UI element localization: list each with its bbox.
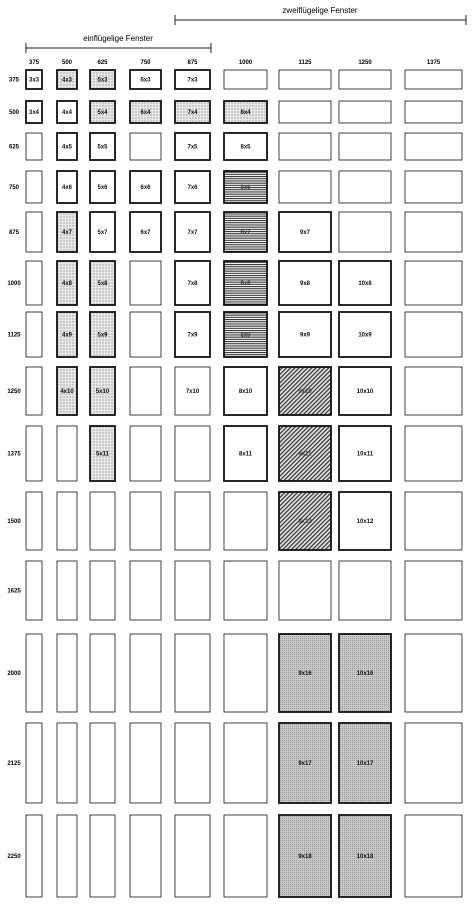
window-empty-1375x1625: [405, 561, 462, 620]
window-empty-1125x500: [279, 101, 331, 123]
window-empty-750x1250: [130, 367, 161, 415]
window-empty-500x2250: [57, 815, 77, 897]
window-empty-1375x1375: [405, 426, 462, 481]
row-label-2000: 2000: [7, 671, 21, 677]
window-label-10x16: 10x16: [356, 671, 374, 677]
window-empty-1375x2000: [405, 634, 462, 712]
window-empty-750x2000: [130, 634, 161, 712]
window-empty-375x750: [26, 171, 42, 203]
window-empty-1375x875: [405, 212, 462, 252]
window-label-5x10: 5x10: [95, 389, 110, 395]
window-empty-625x2125: [90, 723, 115, 803]
window-empty-375x2250: [26, 815, 42, 897]
window-label-3x3: 3x3: [28, 77, 40, 84]
window-label-9x11: 9x11: [298, 451, 312, 458]
row-label-2125: 2125: [7, 761, 21, 767]
header-single: einflügelige Fenster: [83, 34, 153, 43]
column-labels: [29, 60, 441, 66]
window-label-5x6: 5x6: [97, 185, 108, 191]
window-empty-750x625: [130, 133, 161, 160]
bracket-double: [175, 6, 466, 25]
window-empty-375x1625: [26, 561, 42, 620]
window-empty-625x2000: [90, 634, 115, 712]
window-label-10x9: 10x9: [358, 332, 372, 339]
window-label-7x3: 7x3: [187, 77, 198, 84]
bracket-single: [26, 34, 211, 53]
column-label-1125: 1125: [298, 60, 312, 66]
window-label-9x17: 9x17: [298, 761, 312, 767]
window-label-4x6: 4x6: [61, 185, 73, 191]
window-label-5x5: 5x5: [97, 144, 108, 151]
window-empty-875x1375: [175, 426, 210, 481]
window-label-5x11: 5x11: [95, 451, 110, 458]
window-empty-1250x625: [339, 133, 391, 160]
window-empty-1375x500: [405, 101, 462, 123]
window-label-7x6: 7x6: [187, 185, 198, 191]
window-label-10x8: 10x8: [358, 281, 372, 287]
window-empty-1000x2250: [224, 815, 267, 897]
window-empty-375x1500: [26, 492, 42, 550]
column-label-375: 375: [28, 60, 40, 66]
column-label-625: 625: [97, 60, 108, 66]
window-label-7x7: 7x7: [187, 230, 198, 236]
window-label-5x9: 5x9: [97, 332, 108, 339]
window-label-9x10: 9x10: [298, 389, 312, 395]
window-label-8x8: 8x8: [240, 281, 251, 287]
window-empty-1250x1625: [339, 561, 391, 620]
window-empty-750x2125: [130, 723, 161, 803]
window-label-5x7: 5x7: [97, 230, 108, 236]
window-label-6x4: 6x4: [140, 110, 151, 116]
window-label-6x3: 6x3: [140, 77, 151, 84]
window-label-9x16: 9x16: [298, 671, 312, 677]
window-grid: [26, 70, 462, 897]
window-empty-1250x875: [339, 212, 391, 252]
window-label-4x5: 4x5: [61, 144, 73, 151]
column-label-875: 875: [187, 60, 198, 66]
window-empty-1000x375: [224, 70, 267, 89]
window-empty-750x1125: [130, 312, 161, 357]
window-empty-875x2250: [175, 815, 210, 897]
window-label-8x4: 8x4: [240, 110, 251, 116]
window-label-8x10: 8x10: [238, 389, 253, 395]
column-label-1250: 1250: [358, 60, 372, 66]
window-empty-500x2125: [57, 723, 77, 803]
row-label-1500: 1500: [7, 519, 21, 525]
window-label-7x4: 7x4: [187, 110, 198, 116]
window-empty-1125x625: [279, 133, 331, 160]
window-label-9x7: 9x7: [299, 230, 311, 236]
window-empty-875x2000: [175, 634, 210, 712]
window-empty-1375x750: [405, 171, 462, 203]
window-empty-375x625: [26, 133, 42, 160]
row-label-1625: 1625: [7, 588, 21, 595]
window-label-4x3: 4x3: [61, 77, 73, 84]
window-label-4x9: 4x9: [61, 332, 73, 339]
window-empty-375x875: [26, 212, 42, 252]
row-label-750: 750: [8, 185, 20, 191]
window-label-6x7: 6x7: [140, 230, 151, 236]
row-label-875: 875: [8, 230, 20, 236]
window-empty-500x1625: [57, 561, 77, 620]
window-empty-1000x1500: [224, 492, 267, 550]
window-empty-1375x375: [405, 70, 462, 89]
window-empty-1250x750: [339, 171, 391, 203]
window-empty-1375x2250: [405, 815, 462, 897]
row-label-1250: 1250: [7, 389, 21, 395]
window-label-9x8: 9x8: [299, 281, 311, 287]
window-empty-1250x375: [339, 70, 391, 89]
window-label-9x12: 9x12: [298, 519, 312, 525]
window-empty-375x1250: [26, 367, 42, 415]
row-label-2250: 2250: [7, 854, 21, 860]
window-label-9x9: 9x9: [299, 332, 311, 339]
window-label-10x11: 10x11: [356, 451, 374, 458]
window-empty-750x1000: [130, 261, 161, 305]
window-empty-1375x2125: [405, 723, 462, 803]
window-empty-500x1375: [57, 426, 77, 481]
window-empty-1000x2000: [224, 634, 267, 712]
window-empty-1375x1500: [405, 492, 462, 550]
window-empty-375x1375: [26, 426, 42, 481]
window-empty-750x1375: [130, 426, 161, 481]
window-label-7x9: 7x9: [187, 332, 198, 339]
column-label-1375: 1375: [426, 60, 441, 66]
window-empty-1125x1625: [279, 561, 331, 620]
column-label-750: 750: [140, 60, 151, 66]
window-empty-625x1500: [90, 492, 115, 550]
window-label-10x12: 10x12: [356, 519, 374, 525]
window-empty-1375x1125: [405, 312, 462, 357]
window-label-4x8: 4x8: [61, 281, 73, 287]
window-label-4x4: 4x4: [61, 110, 73, 116]
window-empty-875x1500: [175, 492, 210, 550]
window-label-7x5: 7x5: [187, 144, 198, 151]
window-label-8x5: 8x5: [240, 144, 251, 151]
window-label-7x10: 7x10: [185, 389, 200, 395]
window-empty-1000x2125: [224, 723, 267, 803]
window-label-10x17: 10x17: [356, 761, 374, 767]
window-label-8x6: 8x6: [240, 185, 251, 191]
window-label-4x7: 4x7: [61, 230, 73, 236]
window-empty-625x1625: [90, 561, 115, 620]
window-empty-500x1500: [57, 492, 77, 550]
row-label-375: 375: [8, 77, 20, 84]
column-label-500: 500: [61, 60, 73, 66]
window-empty-1125x750: [279, 171, 331, 203]
row-label-625: 625: [8, 144, 20, 151]
window-empty-1375x1000: [405, 261, 462, 305]
window-label-8x7: 8x7: [240, 230, 251, 236]
window-empty-750x1500: [130, 492, 161, 550]
window-empty-625x2250: [90, 815, 115, 897]
window-label-9x18: 9x18: [298, 854, 312, 860]
window-empty-375x2125: [26, 723, 42, 803]
window-label-10x10: 10x10: [356, 389, 374, 395]
row-label-500: 500: [8, 110, 20, 116]
window-empty-875x2125: [175, 723, 210, 803]
window-label-3x4: 3x4: [28, 110, 40, 116]
window-label-5x8: 5x8: [97, 281, 108, 287]
row-label-1125: 1125: [7, 332, 21, 339]
window-empty-750x2250: [130, 815, 161, 897]
window-label-4x10: 4x10: [60, 389, 74, 395]
window-empty-375x2000: [26, 634, 42, 712]
window-empty-1375x625: [405, 133, 462, 160]
window-empty-500x2000: [57, 634, 77, 712]
window-empty-750x1625: [130, 561, 161, 620]
window-empty-1250x500: [339, 101, 391, 123]
row-label-1000: 1000: [7, 281, 21, 287]
column-label-1000: 1000: [238, 60, 253, 66]
row-label-1375: 1375: [7, 451, 21, 458]
window-empty-1000x1625: [224, 561, 267, 620]
window-empty-1125x375: [279, 70, 331, 89]
window-label-8x9: 8x9: [240, 332, 251, 339]
window-empty-375x1125: [26, 312, 42, 357]
row-labels: [7, 78, 21, 861]
window-label-8x11: 8x11: [238, 451, 253, 458]
window-label-6x6: 6x6: [140, 185, 151, 191]
window-empty-1375x1250: [405, 367, 462, 415]
window-label-7x8: 7x8: [187, 281, 198, 287]
window-empty-375x1000: [26, 261, 42, 305]
window-label-10x18: 10x18: [356, 854, 374, 860]
window-empty-875x1625: [175, 561, 210, 620]
window-label-5x4: 5x4: [97, 110, 108, 116]
window-label-5x3: 5x3: [97, 77, 108, 84]
header-double: zweiflügelige Fenster: [282, 6, 358, 15]
